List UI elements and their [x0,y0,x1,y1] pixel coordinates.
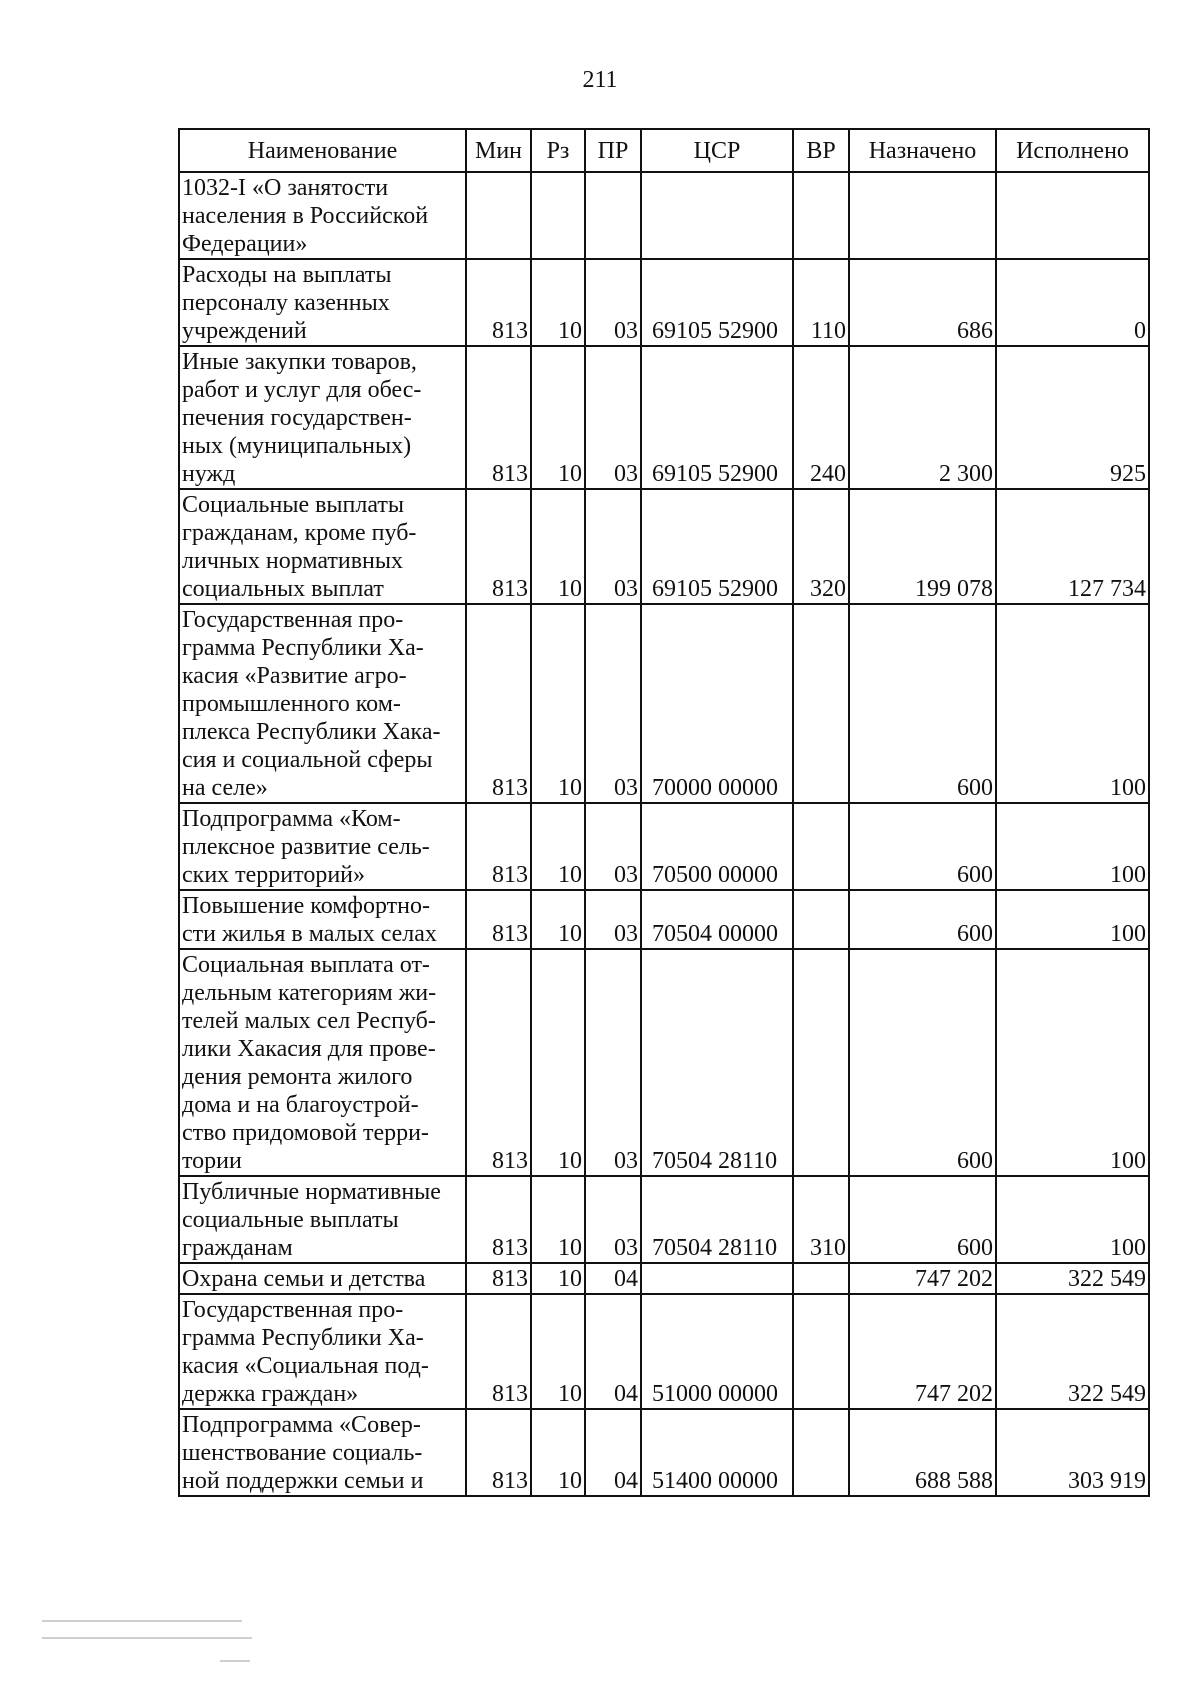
cell-min: 813 [466,890,531,949]
cell-csr [641,172,793,259]
cell-csr: 70504 28110 [641,949,793,1176]
table-row [179,1263,1149,1294]
cell-csr: 69105 52900 [641,346,793,489]
header-naznacheno: Назначено [849,129,996,172]
cell-naznacheno: 688 588 [849,1409,996,1496]
table-row [179,1294,1149,1409]
header-ispolneno: Исполнено [996,129,1149,172]
cell-ispolneno: 303 919 [996,1409,1149,1496]
cell-name: Социальная выплата от- дельным категориям жи- телей малых сел Респуб- лики Хакасия для прове- дения ремонта жилого дома и на благоустрой- ство придомовой терри- тории [179,949,466,1176]
cell-naznacheno: 686 [849,259,996,346]
cell-min: 813 [466,803,531,890]
cell-min: 813 [466,259,531,346]
cell-pr: 03 [585,949,641,1176]
cell-min: 813 [466,1294,531,1409]
scan-artifact [42,1620,242,1622]
header-pr: ПР [585,129,641,172]
cell-ispolneno: 322 549 [996,1263,1149,1294]
cell-pr: 04 [585,1294,641,1409]
cell-name: 1032-I «О занятости населения в Российской Федерации» [179,172,466,259]
table-row [179,803,1149,890]
cell-pr: 04 [585,1263,641,1294]
cell-min: 813 [466,1176,531,1263]
budget-table [178,128,1150,1497]
cell-naznacheno: 600 [849,949,996,1176]
cell-vr: 320 [793,489,849,604]
table-row [179,172,1149,259]
page-number: 211 [582,67,618,93]
cell-rz: 10 [531,604,585,803]
cell-min: 813 [466,604,531,803]
cell-min: 813 [466,489,531,604]
table-row [179,604,1149,803]
cell-rz: 10 [531,489,585,604]
cell-vr [793,1263,849,1294]
cell-csr: 69105 52900 [641,489,793,604]
table-row [179,949,1149,1176]
cell-csr: 70504 00000 [641,890,793,949]
cell-naznacheno [849,172,996,259]
cell-naznacheno: 747 202 [849,1294,996,1409]
cell-pr: 03 [585,346,641,489]
cell-name: Государственная про- грамма Республики Ха- касия «Развитие агро- промышленного ком- плекса Республики Хака- сия и социальной сферы на селе» [179,604,466,803]
cell-min: 813 [466,1409,531,1496]
cell-ispolneno: 100 [996,803,1149,890]
cell-vr: 310 [793,1176,849,1263]
cell-rz: 10 [531,1263,585,1294]
cell-pr: 04 [585,1409,641,1496]
cell-ispolneno: 100 [996,949,1149,1176]
cell-rz: 10 [531,346,585,489]
cell-ispolneno: 0 [996,259,1149,346]
cell-vr [793,949,849,1176]
cell-ispolneno [996,172,1149,259]
cell-vr: 110 [793,259,849,346]
table-row [179,346,1149,489]
cell-name: Повышение комфортно- сти жилья в малых селах [179,890,466,949]
header-vr: ВР [793,129,849,172]
cell-rz: 10 [531,1294,585,1409]
cell-csr: 70504 28110 [641,1176,793,1263]
cell-name: Подпрограмма «Совер- шенствование социаль- ной поддержки семьи и [179,1409,466,1496]
table-row [179,489,1149,604]
cell-rz: 10 [531,1409,585,1496]
cell-ispolneno: 127 734 [996,489,1149,604]
cell-naznacheno: 2 300 [849,346,996,489]
cell-ispolneno: 100 [996,1176,1149,1263]
cell-pr [585,172,641,259]
cell-vr [793,803,849,890]
header-csr: ЦСР [641,129,793,172]
table-row [179,259,1149,346]
cell-rz [531,172,585,259]
cell-pr: 03 [585,604,641,803]
cell-name: Государственная про- грамма Республики Ха- касия «Социальная под- держка граждан» [179,1294,466,1409]
cell-pr: 03 [585,890,641,949]
cell-naznacheno: 600 [849,1176,996,1263]
header-min: Мин [466,129,531,172]
cell-csr: 70500 00000 [641,803,793,890]
cell-csr: 69105 52900 [641,259,793,346]
cell-vr [793,604,849,803]
cell-min: 813 [466,346,531,489]
cell-naznacheno: 199 078 [849,489,996,604]
table-row [179,890,1149,949]
cell-naznacheno: 600 [849,803,996,890]
header-rz: Рз [531,129,585,172]
cell-csr: 51400 00000 [641,1409,793,1496]
cell-pr: 03 [585,259,641,346]
cell-ispolneno: 925 [996,346,1149,489]
cell-vr [793,1409,849,1496]
cell-csr: 70000 00000 [641,604,793,803]
cell-pr: 03 [585,1176,641,1263]
cell-naznacheno: 600 [849,890,996,949]
cell-rz: 10 [531,949,585,1176]
cell-naznacheno: 600 [849,604,996,803]
table-row [179,1176,1149,1263]
table-row [179,1409,1149,1496]
cell-vr: 240 [793,346,849,489]
cell-vr [793,1294,849,1409]
cell-ispolneno: 322 549 [996,1294,1149,1409]
cell-pr: 03 [585,803,641,890]
cell-name: Подпрограмма «Ком- плексное развитие сель- ских территорий» [179,803,466,890]
cell-ispolneno: 100 [996,890,1149,949]
cell-name: Публичные нормативные социальные выплаты гражданам [179,1176,466,1263]
cell-ispolneno: 100 [996,604,1149,803]
scan-artifact [220,1660,250,1662]
cell-name: Социальные выплаты гражданам, кроме пуб- личных нормативных социальных выплат [179,489,466,604]
cell-rz: 10 [531,259,585,346]
table-header-row [179,129,1149,172]
cell-name: Расходы на выплаты персоналу казенных учреждений [179,259,466,346]
table-body [179,172,1149,1496]
cell-vr [793,172,849,259]
cell-csr [641,1263,793,1294]
cell-name: Иные закупки товаров, работ и услуг для обес- печения государствен- ных (муниципальных) нужд [179,346,466,489]
cell-min [466,172,531,259]
cell-rz: 10 [531,1176,585,1263]
cell-rz: 10 [531,803,585,890]
cell-min: 813 [466,1263,531,1294]
cell-pr: 03 [585,489,641,604]
cell-rz: 10 [531,890,585,949]
cell-naznacheno: 747 202 [849,1263,996,1294]
scan-artifact [42,1637,252,1639]
header-name: Наименование [179,129,466,172]
cell-min: 813 [466,949,531,1176]
cell-name: Охрана семьи и детства [179,1263,466,1294]
cell-csr: 51000 00000 [641,1294,793,1409]
cell-vr [793,890,849,949]
